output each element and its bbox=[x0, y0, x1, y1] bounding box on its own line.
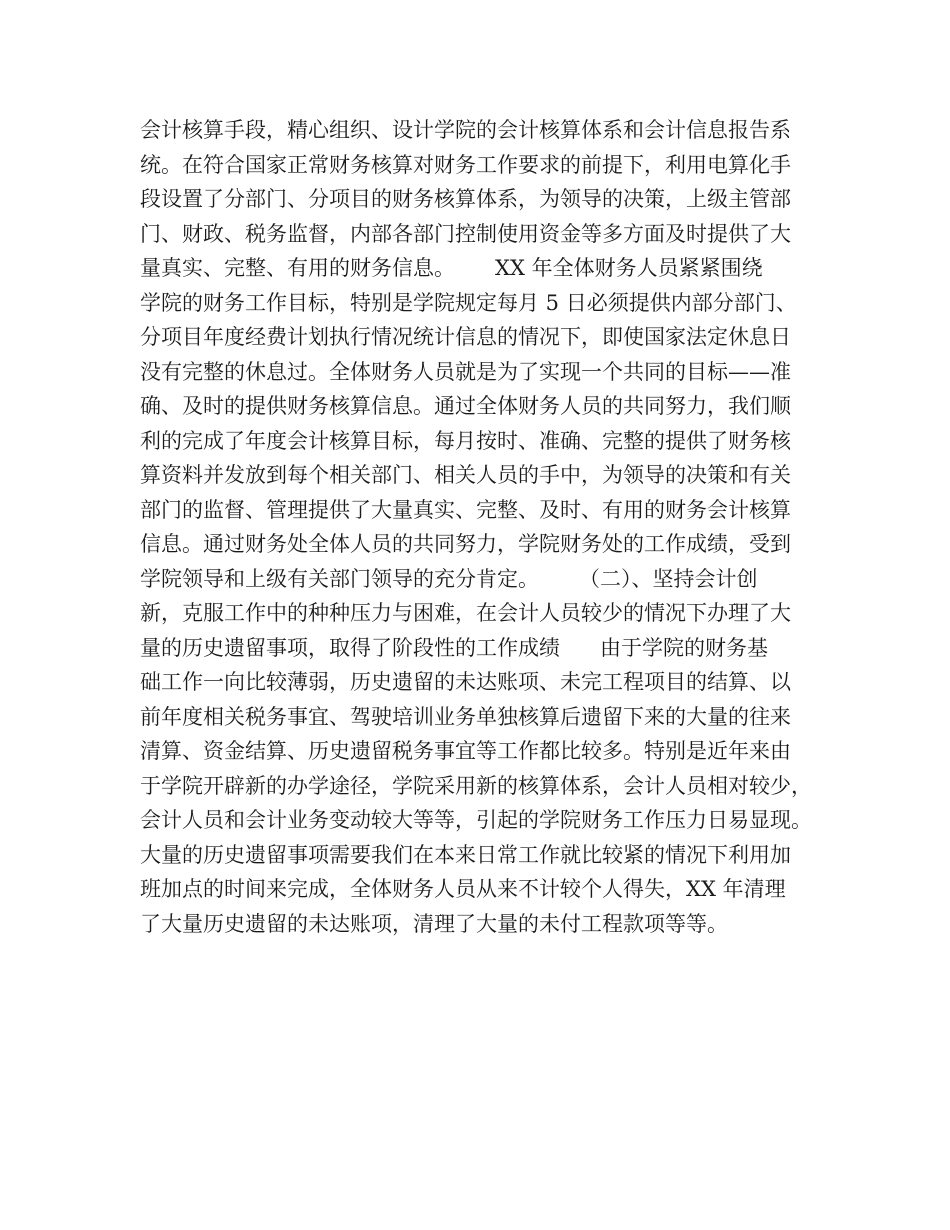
text-line: 清算、资金结算、历史遗留税务事宜等工作都比较多。特别是近年来由 bbox=[140, 739, 791, 763]
text-line: 量真实、完整、有用的财务信息。 XX 年全体财务人员紧紧围绕 bbox=[140, 256, 763, 280]
text-line: 于学院开辟新的办学途径，学院采用新的核算体系，会计人员相对较少， bbox=[140, 773, 812, 798]
text-line: 会计核算手段，精心组织、设计学院的会计核算体系和会计信息报告系 bbox=[140, 118, 791, 142]
text-line: 利的完成了年度会计核算目标，每月按时、准确、完整的提供了财务核 bbox=[140, 428, 791, 453]
text-line: 算资料并发放到每个相关部门、相关人员的手中，为领导的决策和有关 bbox=[140, 463, 791, 487]
text-line: 础工作一向比较薄弱，历史遗留的未达账项、未完工程项目的结算、以 bbox=[140, 670, 791, 694]
text-line: 没有完整的休息过。全体财务人员就是为了实现一个共同的目标——准 bbox=[140, 359, 791, 384]
text-line: 量的历史遗留事项，取得了阶段性的工作成绩 由于学院的财务基 bbox=[140, 635, 769, 660]
text-line: 信息。通过财务处全体人员的共同努力，学院财务处的工作成绩，受到 bbox=[140, 532, 791, 556]
text-line: 确、及时的提供财务核算信息。通过全体财务人员的共同努力，我们顺 bbox=[140, 394, 791, 418]
text-line: 学院领导和上级有关部门领导的充分肯定。 （二）、坚持会计创 bbox=[140, 566, 758, 591]
text-line: 学院的财务工作目标，特别是学院规定每月 5 日必须提供内部分部门、 bbox=[140, 290, 797, 315]
text-line: 分项目年度经费计划执行情况统计信息的情况下，即使国家法定休息日 bbox=[140, 325, 791, 349]
body-text bbox=[140, 113, 830, 941]
text-line: 班加点的时间来完成，全体财务人员从来不计较个人得失，XX 年清理 bbox=[140, 877, 786, 901]
text-line: 会计人员和会计业务变动较大等等，引起的学院财务工作压力日易显现。 bbox=[140, 808, 812, 832]
text-line: 新，克服工作中的种种压力与困难，在会计人员较少的情况下办理了大 bbox=[140, 601, 791, 625]
text-line: 统。在符合国家正常财务核算对财务工作要求的前提下，利用电算化手 bbox=[140, 152, 791, 177]
text-line: 了大量历史遗留的未达账项，清理了大量的未付工程款项等等。 bbox=[140, 911, 728, 936]
text-line: 大量的历史遗留事项需要我们在本来日常工作就比较紧的情况下利用加 bbox=[140, 842, 791, 867]
text-line: 门、财政、税务监督，内部各部门控制使用资金等多方面及时提供了大 bbox=[140, 221, 791, 246]
text-line: 前年度相关税务事宜、驾驶培训业务单独核算后遗留下来的大量的往来 bbox=[140, 704, 791, 729]
text-line: 部门的监督、管理提供了大量真实、完整、及时、有用的财务会计核算 bbox=[140, 497, 791, 522]
text-line: 段设置了分部门、分项目的财务核算体系，为领导的决策，上级主管部 bbox=[140, 187, 791, 211]
